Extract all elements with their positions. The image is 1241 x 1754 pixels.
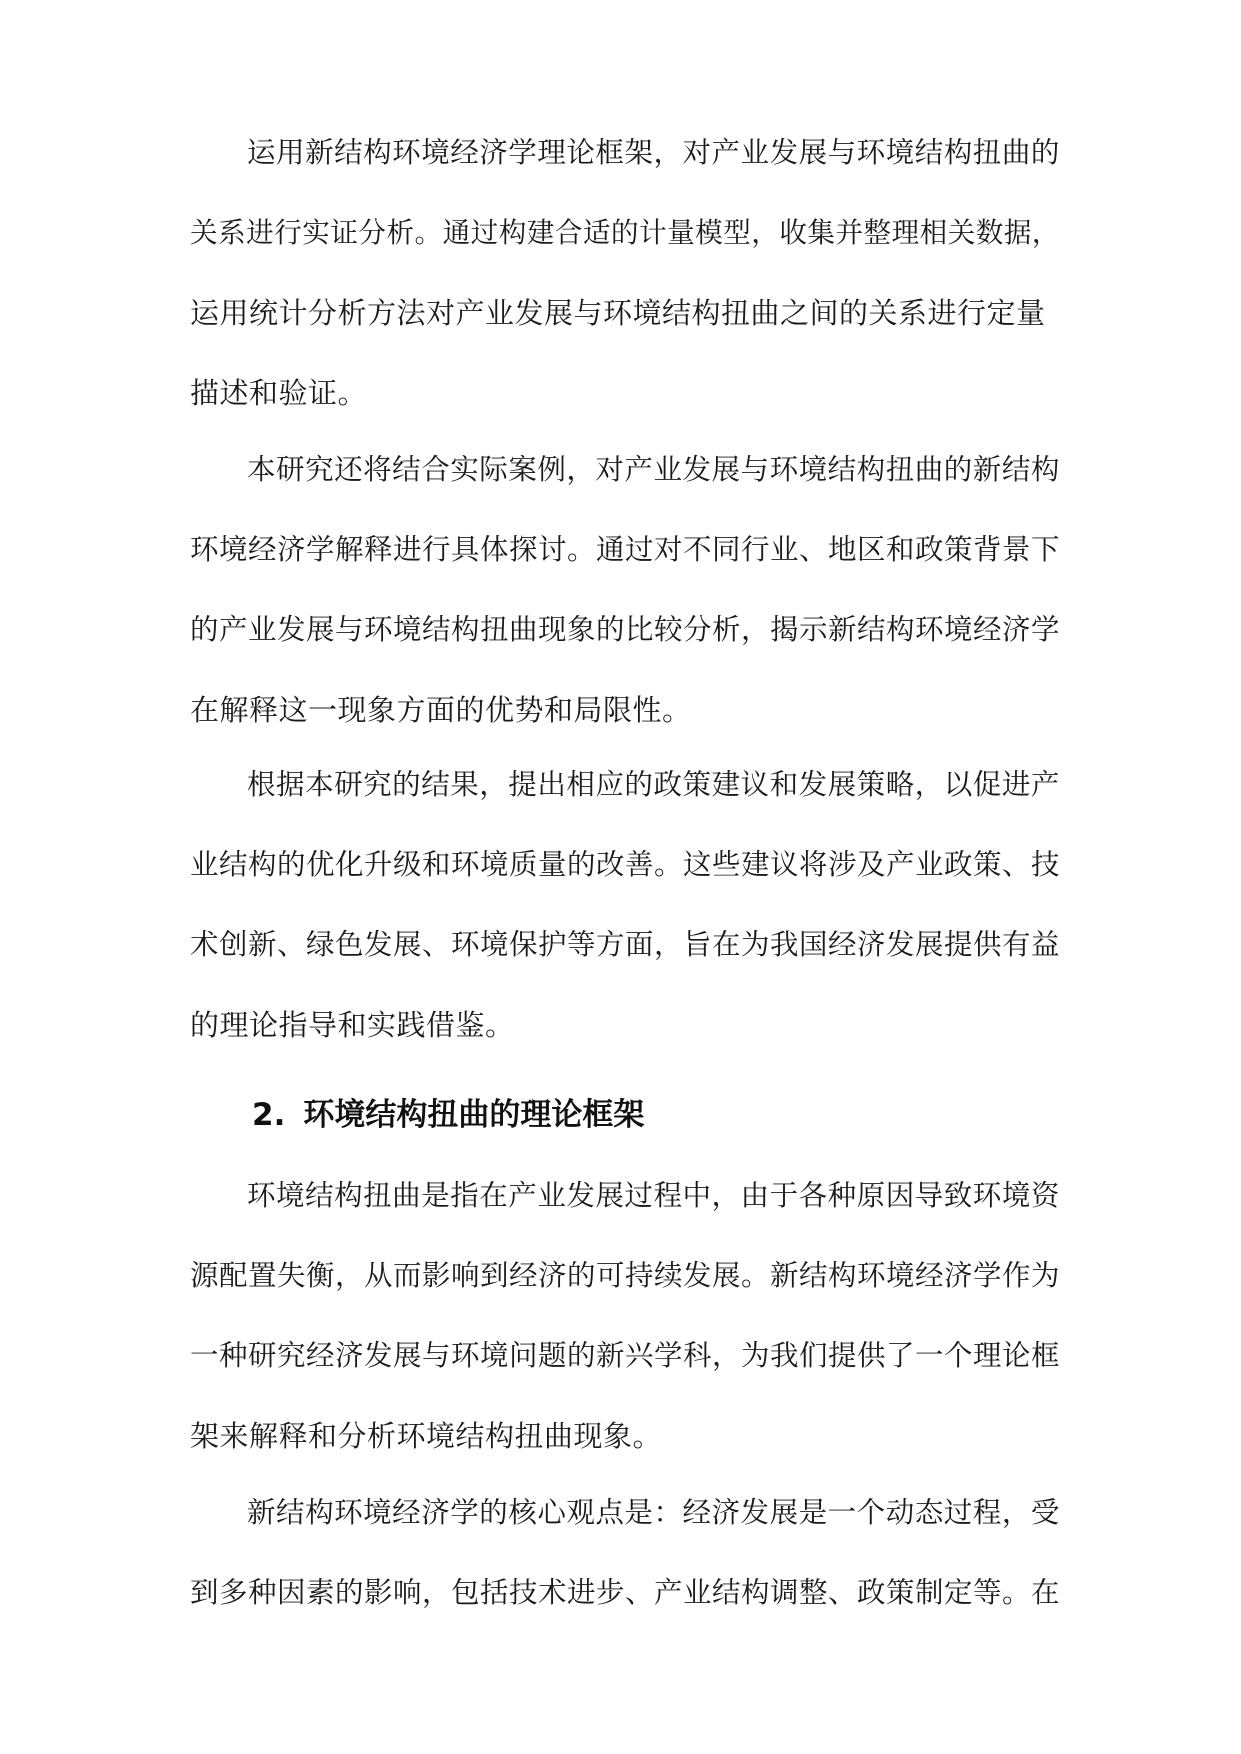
paragraph-line: 环境经济学解释进行具体探讨。通过对不同行业、地区和政策背景下 <box>190 533 1061 566</box>
paragraph-line: 在解释这一现象方面的优势和局限性。 <box>190 693 692 727</box>
paragraph-line: 关系进行实证分析。通过构建合适的计量模型，收集并整理相关数据， <box>190 216 1060 249</box>
paragraph-line: 描述和验证。 <box>190 376 368 410</box>
paragraph-line: 一种研究经济发展与环境问题的新兴学科，为我们提供了一个理论框 <box>190 1339 1061 1372</box>
paragraph-line: 环境结构扭曲是指在产业发展过程中，由于各种原因导致环境资 <box>247 1179 1060 1212</box>
paragraph-line: 运用统计分析方法对产业发展与环境结构扭曲之间的关系进行定量 <box>190 296 1046 330</box>
paragraph-line: 本研究还将结合实际案例，对产业发展与环境结构扭曲的新结构 <box>247 453 1060 486</box>
section-number: 2. <box>252 1097 286 1133</box>
section-heading <box>252 1095 644 1135</box>
paragraph-line: 的产业发展与环境结构扭曲现象的比较分析，揭示新结构环境经济学 <box>190 613 1061 646</box>
section-title: 环境结构扭曲的理论框架 <box>303 1097 645 1133</box>
paragraph-line: 新结构环境经济学的核心观点是：经济发展是一个动态过程，受 <box>247 1496 1060 1529</box>
paragraph-line: 根据本研究的结果，提出相应的政策建议和发展策略，以促进产 <box>247 768 1060 801</box>
paragraph-line: 术创新、绿色发展、环境保护等方面，旨在为我国经济发展提供有益 <box>190 928 1061 961</box>
paragraph-line: 源配置失衡，从而影响到经济的可持续发展。新结构环境经济学作为 <box>190 1259 1061 1292</box>
paragraph-line: 到多种因素的影响，包括技术进步、产业结构调整、政策制定等。在 <box>190 1576 1061 1609</box>
paragraph-line: 的理论指导和实践借鉴。 <box>190 1008 515 1042</box>
paragraph-line: 运用新结构环境经济学理论框架，对产业发展与环境结构扭曲的 <box>247 136 1060 169</box>
paragraph-line: 业结构的优化升级和环境质量的改善。这些建议将涉及产业政策、技 <box>190 848 1061 881</box>
paragraph-line: 架来解释和分析环境结构扭曲现象。 <box>190 1419 663 1453</box>
